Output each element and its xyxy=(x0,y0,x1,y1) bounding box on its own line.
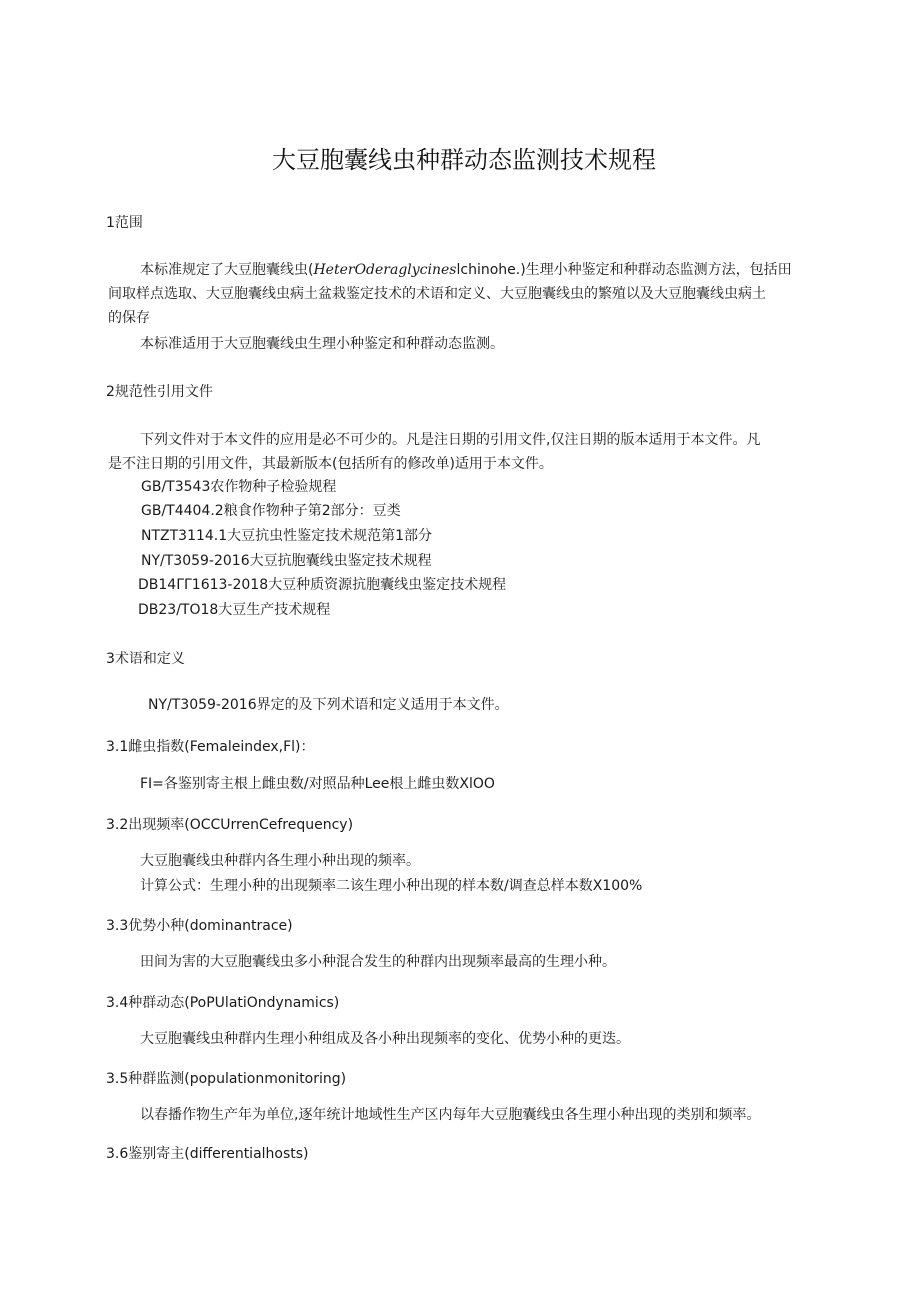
section-1-heading: 1范围 xyxy=(106,215,143,231)
section-2-heading: 2规范性引用文件 xyxy=(106,384,213,400)
p1-line1-post: lchinohe.)生理小种鉴定和种群动态监测方法，包括田 xyxy=(456,262,792,278)
term-3-5-heading: 3.5种群监测(populationmonitoring) xyxy=(106,1071,347,1087)
species-latin-name: HeterOderaglycines xyxy=(313,262,457,278)
section-1-paragraph-1 xyxy=(108,258,848,330)
reference-item: DB23/TO18大豆生产技术规程 xyxy=(138,602,331,618)
term-3-4-definition: 大豆胞囊线虫种群内生理小种组成及各小种出现频率的变化、优势小种的更迭。 xyxy=(140,1031,630,1047)
term-3-2-formula: 计算公式：生理小种的出现频率二该生理小种出现的样本数/调查总样本数X100% xyxy=(140,878,643,894)
p1-line1-pre: 本标准规定了大豆胞囊线虫( xyxy=(140,262,314,278)
section-3-intro: NY/T3059-2016界定的及下列术语和定义适用于本文件。 xyxy=(148,697,509,713)
reference-item: GB/T3543农作物种子检验规程 xyxy=(141,479,337,495)
section-1-paragraph-2: 本标准适用于大豆胞囊线虫生理小种鉴定和种群动态监测。 xyxy=(140,336,504,352)
section-3-heading: 3术语和定义 xyxy=(106,651,185,667)
term-3-3-heading: 3.3优势小种(dominantrace) xyxy=(106,918,293,934)
s2-line1: 下列文件对于本文件的应用是必不可少的。凡是注日期的引用文件,仅注日期的版本适用于本文件。凡 xyxy=(140,432,761,448)
p1-line2: 间取样点选取、大豆胞囊线虫病土盆栽鉴定技术的术语和定义、大豆胞囊线虫的繁殖以及大豆胞囊线虫病土 xyxy=(108,286,766,302)
term-3-3-definition: 田间为害的大豆胞囊线虫多小种混合发生的种群内出现频率最高的生理小种。 xyxy=(140,954,616,970)
reference-item: GB/T4404.2粮食作物种子第2部分：豆类 xyxy=(141,503,401,519)
reference-item: NY/T3059-2016大豆抗胞囊线虫鉴定技术规程 xyxy=(141,553,432,569)
reference-item: DB14ΓΓ1613-2018大豆种质资源抗胞囊线虫鉴定技术规程 xyxy=(138,577,507,593)
term-3-1-formula: FI=各鉴别寄主根上雌虫数/对照品种Lee根上雌虫数XlOO xyxy=(140,776,495,792)
term-3-5-definition: 以春播作物生产年为单位,逐年统计地域性生产区内每年大豆胞囊线虫各生理小种出现的类别和频率。 xyxy=(140,1107,761,1123)
reference-item: NTZT3114.1大豆抗虫性鉴定技术规范第1部分 xyxy=(141,528,433,544)
term-3-1-heading: 3.1雌虫指数(Femaleindex,Fl)： xyxy=(106,739,315,755)
section-2-paragraph xyxy=(108,428,848,476)
term-3-4-heading: 3.4种群动态(PoPUlatiOndynamics) xyxy=(106,995,340,1011)
document-title: 大豆胞囊线虫种群动态监测技术规程 xyxy=(272,146,656,174)
s2-line2: 是不注日期的引用文件，其最新版本(包括所有的修改单)适用于本文件。 xyxy=(108,456,553,472)
term-3-2-definition: 大豆胞囊线虫种群内各生理小种出现的频率。 xyxy=(140,853,420,869)
p1-line3: 的保存 xyxy=(108,310,150,326)
term-3-2-heading: 3.2出现频率(OCCUrrenCefrequency) xyxy=(106,817,354,833)
term-3-6-heading: 3.6鉴别寄主(differentialhosts) xyxy=(106,1146,309,1162)
